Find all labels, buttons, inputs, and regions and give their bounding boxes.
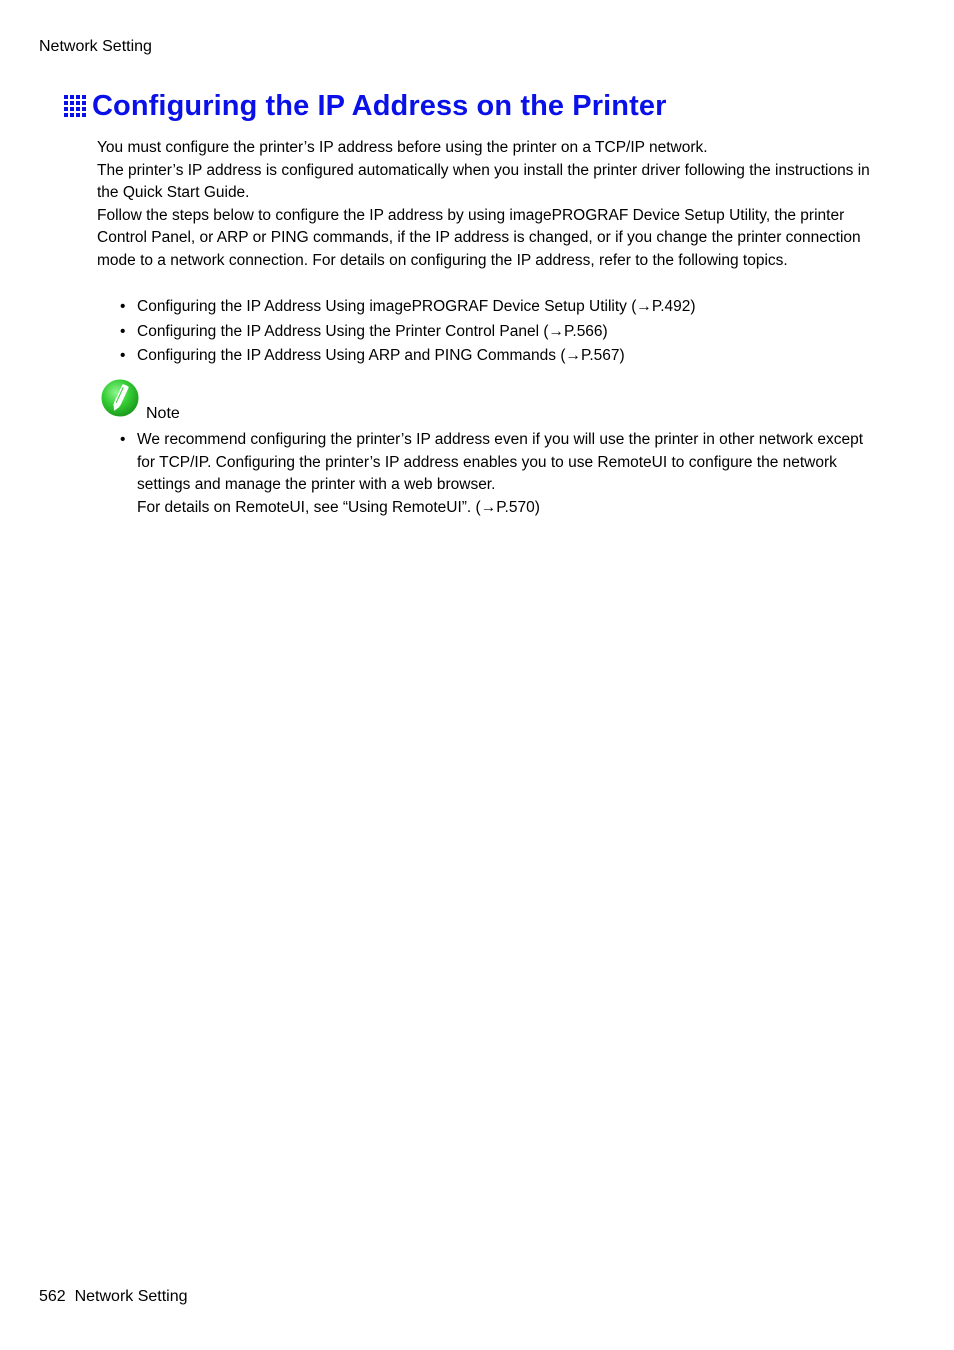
note-item bbox=[120, 429, 880, 518]
note-label: Note bbox=[146, 405, 180, 422]
pencil-note-icon bbox=[100, 378, 140, 418]
note-content bbox=[120, 429, 880, 518]
intro-paragraph-3: Follow the steps below to configure the IP address by using imagePROGRAF Device Setup Utility, the printer Control Panel, or ARP or PING commands, if the IP address is changed, or if you change the printer connection mode to a network connection. For details on configuring the IP address, refer to the following topics. bbox=[97, 206, 861, 269]
intro-paragraph-2: The printer’s IP address is configured automatically when you install the printer driver following the instructions in the Quick Start Guide. bbox=[97, 161, 870, 202]
topic-link-device-setup-utility[interactable] bbox=[120, 296, 696, 321]
grid-icon bbox=[64, 95, 88, 119]
topic-link-arp-ping[interactable] bbox=[120, 345, 696, 370]
topic-list bbox=[120, 296, 696, 370]
note-text: We recommend configuring the printer’s IP address even if you will use the printer in other network except for TCP/IP. Configuring the printer’s IP address enables you to use RemoteUI to configure the network settings and manage the printer with a web browser. bbox=[137, 431, 864, 494]
intro-paragraph-1: You must configure the printer’s IP address before using the printer on a TCP/IP network. bbox=[97, 139, 708, 156]
note-link-remoteui[interactable]: For details on RemoteUI, see “Using RemoteUI”. (→P.570) bbox=[137, 498, 540, 516]
bullet: • bbox=[120, 322, 126, 340]
topic-link-text[interactable]: Configuring the IP Address Using the Printer Control Panel (→P.566) bbox=[137, 322, 608, 340]
section-title-row bbox=[64, 88, 666, 124]
bullet: • bbox=[120, 347, 126, 364]
page-number: 562 bbox=[39, 1288, 66, 1305]
topic-link-text[interactable]: Configuring the IP Address Using imagePROGRAF Device Setup Utility (→P.492) bbox=[137, 298, 696, 315]
topic-link-control-panel[interactable] bbox=[120, 321, 696, 346]
page-footer bbox=[39, 1287, 188, 1307]
intro-text bbox=[97, 137, 887, 273]
topic-link-text[interactable]: Configuring the IP Address Using ARP and PING Commands (→P.567) bbox=[137, 347, 625, 364]
footer-section-name: Network Setting bbox=[74, 1288, 188, 1305]
running-header: Network Setting bbox=[39, 38, 152, 55]
bullet: • bbox=[120, 298, 126, 315]
bullet: • bbox=[120, 431, 126, 448]
page-title: Configuring the IP Address on the Printer bbox=[92, 90, 667, 122]
